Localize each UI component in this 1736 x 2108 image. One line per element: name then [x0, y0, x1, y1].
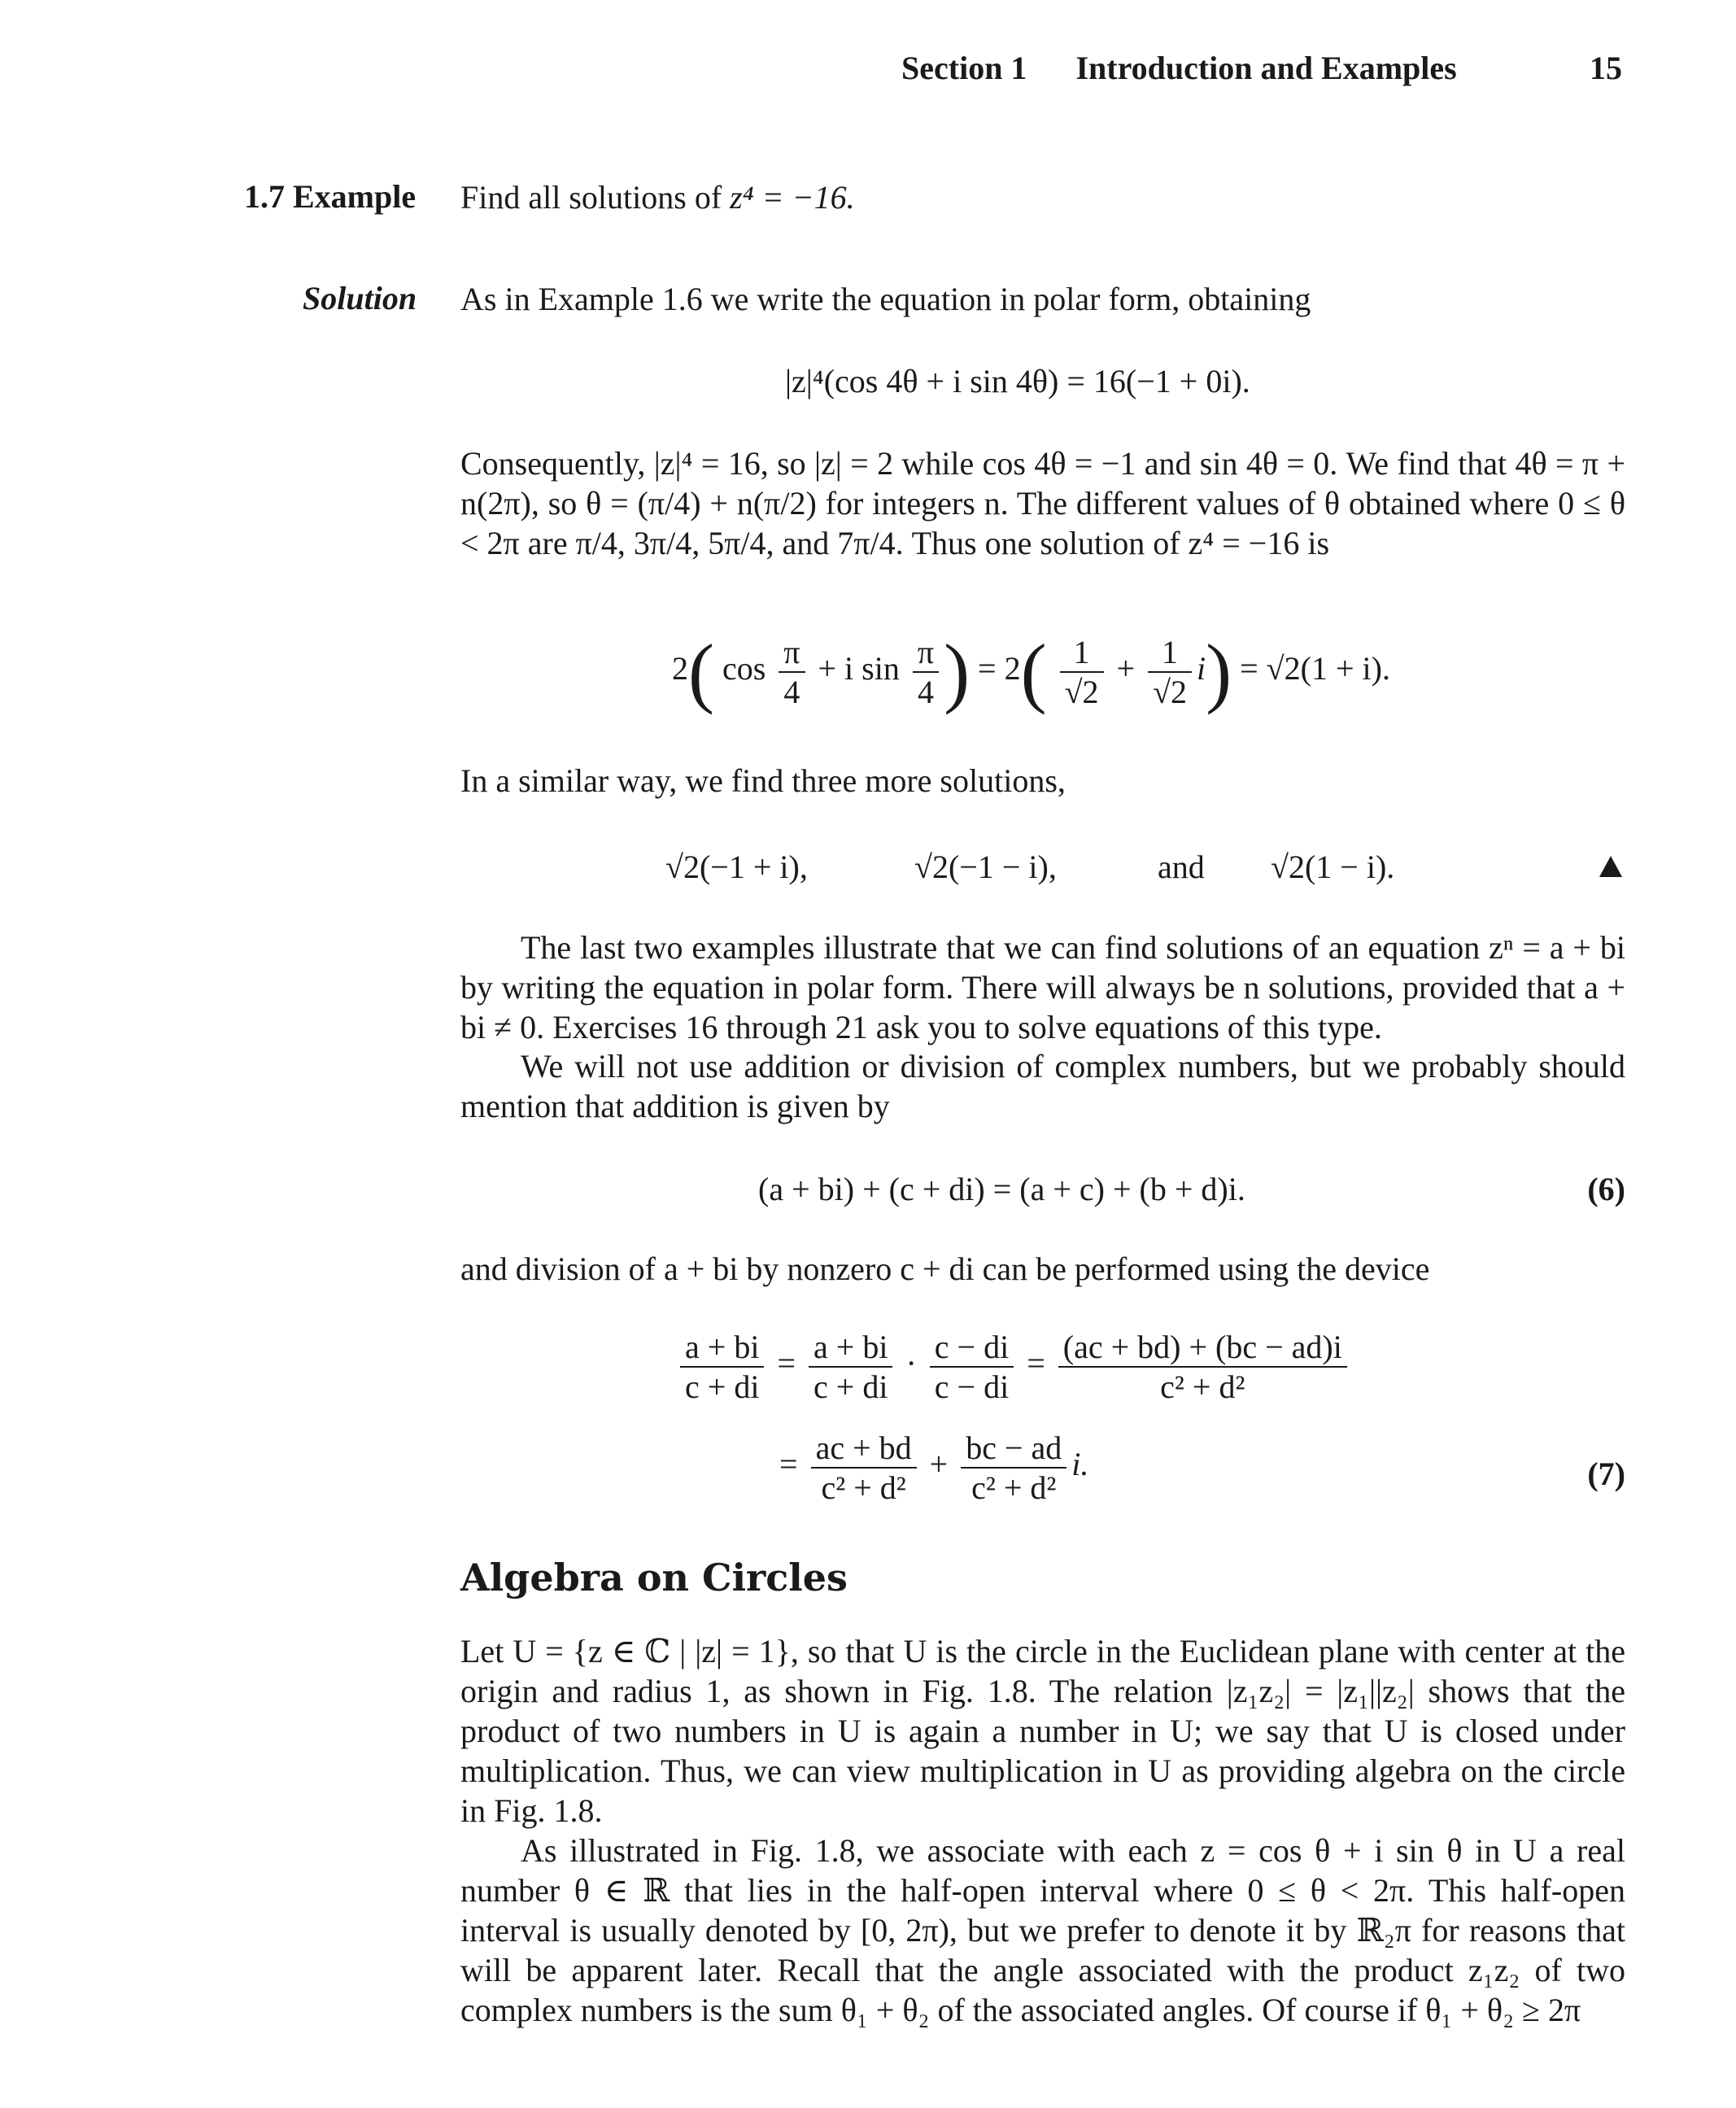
similar-text: In a similar way, we find three more solutions, — [460, 762, 1066, 799]
pi-over-4-fraction — [913, 633, 939, 711]
coef-2: 2 — [1004, 650, 1021, 687]
division-equation-line2 — [779, 1429, 1088, 1507]
denominator: c² + d² — [1058, 1366, 1347, 1406]
paragraph-division: and division of a + bi by nonzero c + di can be performed using the device — [460, 1250, 1430, 1287]
denominator: 4 — [913, 671, 939, 711]
fraction — [930, 1328, 1014, 1406]
imag-unit: i — [1197, 650, 1206, 687]
equation-number-6: (6) — [1587, 1171, 1625, 1207]
division-equation-line1 — [675, 1328, 1352, 1406]
solution-c: √2(1 − i). — [1271, 849, 1395, 885]
cos-text: cos — [722, 650, 766, 687]
header-section: Section 1 — [901, 50, 1027, 86]
first-solution-equation — [672, 628, 1390, 715]
example-statement-equation: z⁴ = −16. — [730, 179, 855, 216]
denominator: c + di — [809, 1366, 892, 1406]
addition-equation: (a + bi) + (c + di) = (a + c) + (b + d)i. — [758, 1171, 1245, 1207]
solution-label: Solution — [303, 280, 417, 316]
equals-sign: = — [1027, 1345, 1045, 1382]
paragraph-circle-1: Let U = {z ∈ ℂ | |z| = 1}, so that U is the circle in the Euclidean plane with center at the origin and radius 1, as shown in Fig. 1.8. The relation |z₁z₂| = |z₁||z₂| shows that the product of two numbers in U is again a number in U; we say that U is closed under multiplication. Thus, we can view multiplication in U as providing algebra on the circle in Fig. 1.8. — [460, 1633, 1625, 1829]
dot-operator: · — [905, 1345, 917, 1382]
numerator: bc − ad — [966, 1429, 1062, 1466]
plus-sign: + — [1116, 650, 1136, 687]
numerator: π — [783, 634, 800, 670]
paragraph-last-two: The last two examples illustrate that we can find solutions of an equation zⁿ = a + bi by writing the equation in polar form. There will always be n solutions, provided that a + bi ≠ 0. Exercises 16 through 21 ask you to solve equations of this type. — [460, 929, 1625, 1045]
header-title: Introduction and Examples — [1075, 50, 1457, 86]
numerator: a + bi — [685, 1329, 760, 1365]
denominator: c² + d² — [961, 1467, 1066, 1507]
plus-sign: + — [929, 1446, 949, 1483]
imag-unit: i. — [1071, 1446, 1089, 1483]
denominator: c² + d² — [811, 1467, 917, 1507]
running-header — [901, 49, 1457, 87]
equals-sign: = — [978, 650, 997, 687]
equals-sign: = — [777, 1345, 796, 1382]
numerator: 1 — [1162, 634, 1179, 670]
end-of-example-icon — [1599, 856, 1622, 877]
denominator: 4 — [779, 671, 805, 711]
right-paren: ) — [1206, 628, 1232, 715]
paragraph-circle-2: As illustrated in Fig. 1.8, we associate with each z = cos θ + i sin θ in U a real number θ ∈ ℝ that lies in the half-open interval where 0 ≤ θ < 2π. This half-open interval is usually denoted by [0, 2π), but we prefer to denote it by ℝ₂π for reasons that will be apparent later. Recall that the angle associated with the product z₁z₂ of two complex numbers is the sum θ₁ + θ₂ of the associated angles. Of course if θ₁ + θ₂ ≥ 2π — [460, 1832, 1626, 2028]
fraction — [809, 1328, 892, 1406]
polar-equation: |z|⁴(cos 4θ + i sin 4θ) = 16(−1 + 0i). — [785, 363, 1250, 399]
fraction — [811, 1429, 917, 1507]
page-number: 15 — [1590, 50, 1622, 86]
example-statement-text: Find all solutions of — [460, 179, 731, 216]
left-paren: ( — [1020, 628, 1047, 715]
solution-intro: As in Example 1.6 we write the equation in polar form, obtaining — [460, 281, 1311, 317]
numerator: a + bi — [813, 1329, 888, 1365]
numerator: ac + bd — [815, 1429, 912, 1466]
fraction — [1058, 1328, 1347, 1406]
coef-2: 2 — [672, 650, 688, 687]
example-label: 1.7 Example — [244, 178, 417, 215]
numerator: 1 — [1073, 634, 1090, 670]
denominator: c − di — [930, 1366, 1014, 1406]
denominator: c + di — [680, 1366, 764, 1406]
plus-i-sin: + i sin — [818, 650, 900, 687]
pi-over-4-fraction — [779, 633, 805, 711]
right-paren: ) — [944, 628, 971, 715]
numerator: c − di — [934, 1329, 1010, 1365]
equation-number-7: (7) — [1587, 1456, 1625, 1492]
solution-b: √2(−1 − i), — [914, 849, 1057, 885]
one-over-sqrt2-fraction — [1060, 633, 1104, 711]
numerator: π — [917, 634, 935, 670]
left-paren: ( — [688, 628, 714, 715]
equals-sign: = — [779, 1446, 798, 1483]
section-heading: Algebra on Circles — [460, 1556, 848, 1600]
numerator: (ac + bd) + (bc − ad)i — [1062, 1329, 1342, 1365]
fraction — [961, 1429, 1066, 1507]
result-text: = √2(1 + i). — [1240, 650, 1390, 687]
one-over-sqrt2-fraction — [1148, 633, 1192, 711]
example-statement — [460, 177, 855, 217]
fraction — [680, 1328, 764, 1406]
solution-a: √2(−1 + i), — [665, 849, 808, 885]
solution-and: and — [1158, 849, 1205, 885]
denominator: √2 — [1148, 671, 1192, 711]
paragraph-addition: We will not use addition or division of complex numbers, but we probably should mention that addition is given by — [460, 1048, 1625, 1124]
solution-paragraph: Consequently, |z|⁴ = 16, so |z| = 2 while cos 4θ = −1 and sin 4θ = 0. We find that 4θ = π + n(2π), so θ = (π/4) + n(π/2) for integers n. The different values of θ obtained where 0 ≤ θ < 2π are π/4, 3π/4, 5π/4, and 7π/4. Thus one solution of z⁴ = −16 is — [460, 445, 1625, 561]
denominator: √2 — [1060, 671, 1104, 711]
